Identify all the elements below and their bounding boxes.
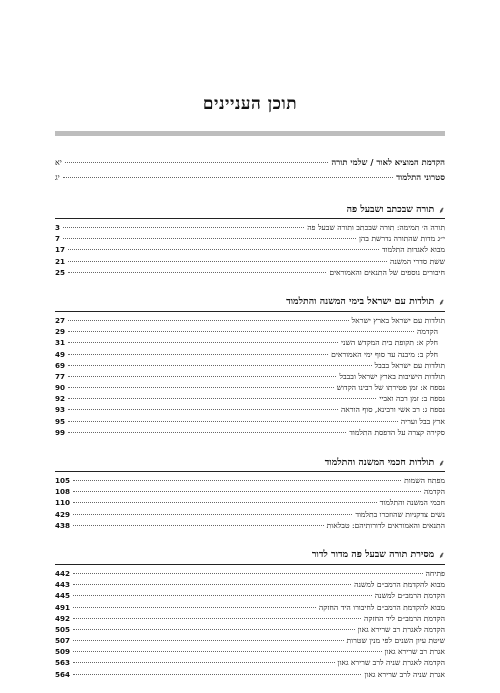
dot-leader — [63, 238, 356, 239]
toc-entry[interactable] — [55, 646, 445, 657]
decorative-flourish-icon: ⸙ — [438, 298, 445, 309]
page-number: 93 — [55, 405, 66, 415]
page-number: 29 — [55, 327, 66, 337]
page-number: 92 — [55, 394, 66, 404]
dot-leader — [68, 432, 346, 433]
toc-entry[interactable] — [55, 155, 445, 170]
dot-leader — [68, 365, 372, 366]
entry-title: מבוא להקדמת הרמב״ם לחיבורו היד החזקה — [318, 602, 445, 612]
page-number: 108 — [55, 487, 71, 497]
toc-entry[interactable] — [55, 624, 445, 635]
toc-entry[interactable] — [55, 520, 445, 531]
toc-entry[interactable] — [55, 475, 445, 486]
dot-leader — [73, 480, 401, 481]
entry-title: הקדמה לאגרת רב שרירא גאון — [357, 624, 445, 634]
entry-title: תולדות הישיבות בארץ ישראל ובבבל — [339, 371, 445, 381]
page-number: 507 — [55, 636, 71, 646]
section-gap — [55, 438, 445, 453]
page-number: 7 — [55, 234, 61, 244]
dot-leader — [73, 651, 382, 652]
toc-entry[interactable] — [55, 326, 445, 337]
dot-leader — [73, 662, 335, 663]
section-heading — [55, 453, 445, 472]
page-number: 31 — [55, 338, 66, 348]
entry-title: הקדמה — [424, 487, 445, 497]
page-number: 99 — [55, 427, 66, 437]
toc-entry[interactable] — [55, 349, 445, 360]
dot-leader — [68, 261, 387, 262]
decorative-flourish-icon: ⸙ — [438, 458, 445, 469]
entry-title: תולדות עם ישראל בבבל — [374, 360, 445, 370]
page-number: יג — [55, 173, 60, 182]
entry-title: ששת סדרי המשנה — [390, 256, 445, 266]
dot-leader — [68, 331, 414, 332]
page-number: 492 — [55, 613, 71, 623]
dot-leader — [73, 674, 361, 675]
toc-entry[interactable] — [55, 222, 445, 233]
entry-title: הקדמה — [417, 327, 438, 337]
entry-title: ארץ בבל ועריה — [400, 416, 445, 426]
section-heading — [55, 546, 445, 565]
entry-title: אגרת שניה לרב שרירא גאון — [364, 669, 445, 679]
toc-entry[interactable] — [55, 382, 445, 393]
page-number: 505 — [55, 624, 71, 634]
page-number: 77 — [55, 371, 66, 381]
dot-leader — [73, 573, 423, 574]
page-number: 27 — [55, 315, 66, 325]
dot-leader — [68, 376, 336, 377]
entry-title: נספח ג: רב אשי ורבינא, סוף הוראה — [340, 405, 445, 415]
page-number: 442 — [55, 568, 71, 578]
entry-title: סטרוני התלמוד — [396, 172, 445, 182]
page-number: 49 — [55, 349, 66, 359]
toc-entry[interactable] — [55, 233, 445, 244]
entry-title: שיטת עיון השנים לפי מנין שטרות — [346, 636, 445, 646]
entry-title: מפתח השמות — [404, 476, 445, 485]
entry-title: הקדמת המוציא לאור / שלמי תורה — [331, 157, 445, 167]
toc-entry[interactable] — [55, 416, 445, 427]
dot-leader — [73, 584, 351, 585]
entry-title: תולדות עם ישראל בארץ ישראל — [351, 315, 445, 325]
entry-title: חיבורים נוספים של התנאים והאמוראים — [329, 267, 445, 277]
page-number: 3 — [55, 223, 61, 232]
dot-leader — [68, 272, 326, 273]
toc-entry[interactable] — [55, 486, 445, 497]
toc-entry[interactable] — [55, 613, 445, 624]
dot-leader — [73, 618, 361, 619]
toc-entry[interactable] — [55, 602, 445, 613]
toc-entry[interactable] — [55, 244, 445, 255]
page-number: 69 — [55, 360, 66, 370]
entry-title: מבוא לאגדות התלמוד — [382, 245, 445, 255]
entry-title: הקדמת הרמב״ם למשנה — [374, 591, 445, 601]
dot-leader — [68, 320, 349, 321]
page-number: 564 — [55, 669, 71, 679]
entry-title: חכמי המשנה והתלמוד — [379, 498, 445, 508]
toc-entry[interactable] — [55, 590, 445, 601]
toc-entry[interactable] — [55, 669, 445, 680]
entry-title: הקדמה לאגרת שניה לרב שרירא גאון — [337, 658, 445, 668]
page-number: 438 — [55, 520, 71, 530]
dot-leader — [73, 607, 316, 608]
toc-entry[interactable] — [55, 579, 445, 590]
toc-entry[interactable] — [55, 393, 445, 404]
entry-title: אגרת רב שרירא גאון — [384, 647, 445, 657]
entry-title: תורה ה׳ תמימה: תורה שבכתב ותורה שבעל פה — [307, 223, 445, 232]
page-number: 429 — [55, 509, 71, 519]
dot-leader — [63, 227, 304, 228]
section-title: תולדות עם ישראל בימי המשנה והתלמוד — [286, 296, 435, 308]
entry-title: מבוא להקדמת הרמב״ם למשנה — [354, 580, 445, 590]
decorative-flourish-icon: ⸙ — [438, 551, 445, 562]
section-gap — [55, 531, 445, 546]
entry-title: הקדמת הרמב״ם ליד החזקה — [364, 613, 445, 623]
page-number: 443 — [55, 580, 71, 590]
dot-leader — [73, 640, 344, 641]
toc-entry[interactable] — [55, 509, 445, 520]
toc-entry[interactable] — [55, 337, 445, 348]
entry-title: פתיחה — [425, 568, 445, 578]
entry-title: חלק ב: מיבנה עד סוף ימי האמוראים — [331, 349, 438, 359]
section-gap — [55, 278, 445, 293]
toc-entry[interactable] — [55, 657, 445, 668]
dot-leader — [68, 354, 328, 355]
dot-leader — [68, 398, 376, 399]
toc-entry[interactable] — [55, 497, 445, 508]
toc-entry[interactable] — [55, 371, 445, 382]
page-number: 445 — [55, 591, 71, 601]
section-title: תורה שבכתב ושבעל פה — [346, 203, 435, 215]
page-number: 95 — [55, 416, 66, 426]
page-number: 90 — [55, 383, 66, 393]
entry-title: חלק א: תקופת בית המקדש השני — [341, 338, 438, 348]
dot-leader — [63, 177, 393, 178]
title-rule — [55, 131, 445, 136]
section-title: מסירת תורה שבעל פה מדור לדור — [311, 549, 435, 561]
toc-entry[interactable] — [55, 315, 445, 326]
toc-entry[interactable] — [55, 427, 445, 438]
toc-entry[interactable] — [55, 404, 445, 415]
dot-leader — [68, 249, 379, 250]
section-heading — [55, 200, 445, 219]
toc-entry[interactable] — [55, 568, 445, 579]
page-title: תוכן העניינים — [202, 94, 298, 114]
dot-leader — [73, 514, 352, 515]
dot-leader — [68, 387, 334, 388]
decorative-flourish-icon: ⸙ — [438, 205, 445, 216]
page-number: יא — [55, 158, 62, 167]
page-number: 110 — [55, 498, 71, 508]
dot-leader — [68, 409, 338, 410]
dot-leader — [73, 595, 372, 596]
dot-leader — [73, 502, 377, 503]
entry-title: סקירה קצרה על הדפסת התלמוד — [349, 427, 445, 437]
toc-entry[interactable] — [55, 635, 445, 646]
section-title: תולדות חכמי המשנה והתלמוד — [324, 456, 435, 468]
page-number: 25 — [55, 267, 66, 277]
table-of-contents — [55, 155, 445, 680]
dot-leader — [73, 491, 421, 492]
entry-title: נספח ב: זמן רבה ואביי — [379, 394, 445, 404]
dot-leader — [68, 342, 338, 343]
toc-entry[interactable] — [55, 267, 445, 278]
page-number: 509 — [55, 647, 71, 657]
entry-title: נספח א: זמן פטירתו של רבינו הקדוש — [336, 383, 445, 393]
entry-title: התנאים והאמוראים לדורותיהם: טבלאות — [326, 520, 445, 530]
page-number: 17 — [55, 245, 66, 255]
section-heading — [55, 293, 445, 312]
entry-title: י״ג מדות שהתורה נדרשת בהן — [358, 234, 445, 244]
page-number: 563 — [55, 658, 71, 668]
toc-entry[interactable] — [55, 360, 445, 371]
page-number: 491 — [55, 602, 71, 612]
toc-entry[interactable] — [55, 170, 445, 185]
toc-entry[interactable] — [55, 256, 445, 267]
section-gap — [55, 185, 445, 200]
dot-leader — [68, 421, 398, 422]
dot-leader — [73, 525, 324, 526]
page-number: 105 — [55, 476, 71, 485]
dot-leader — [65, 162, 328, 163]
entry-title: נשים צדקניות שהוזכרו בתלמוד — [355, 509, 445, 519]
dot-leader — [73, 629, 355, 630]
page-number: 21 — [55, 256, 66, 266]
